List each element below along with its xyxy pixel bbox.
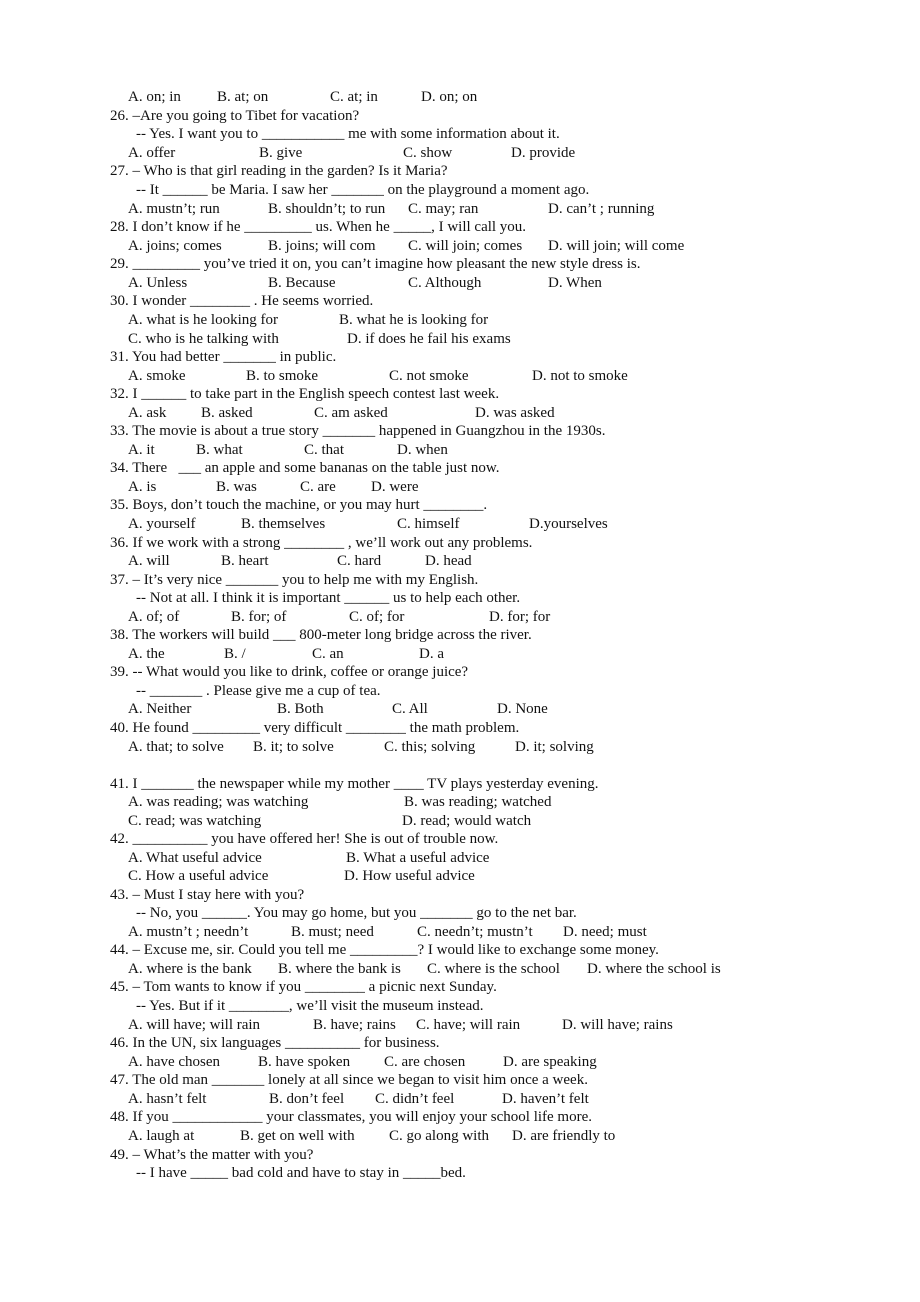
answer-option: D. read; would watch — [402, 813, 532, 829]
question-text: 30. I wonder ________ . He seems worried. — [110, 293, 374, 309]
answer-option: B. what he is looking for — [339, 312, 489, 328]
answer-option: B. / — [224, 646, 246, 662]
answer-option: D. were — [371, 479, 419, 495]
answer-option: C. read; was watching — [128, 813, 262, 829]
answer-option: C. may; ran — [408, 201, 479, 217]
answer-option: B. must; need — [291, 924, 374, 940]
dialogue-line: -- Not at all. I think it is important ______ us to help each other. — [136, 590, 521, 606]
question-text: 41. I _______ the newspaper while my mother ____ TV plays yesterday evening. — [110, 776, 599, 792]
question-text: 28. I don’t know if he _________ us. When he _____, I will call you. — [110, 219, 527, 235]
question-text: 27. – Who is that girl reading in the garden? Is it Maria? — [110, 163, 448, 179]
answer-option: A. of; of — [128, 609, 180, 625]
answer-option: B. What a useful advice — [346, 850, 490, 866]
answer-option: C. hard — [337, 553, 382, 569]
question-text: 46. In the UN, six languages __________ for business. — [110, 1035, 440, 1051]
dialogue-line: -- _______ . Please give me a cup of tea. — [136, 683, 381, 699]
answer-option: D. are friendly to — [512, 1128, 616, 1144]
answer-option: D.yourselves — [529, 516, 608, 532]
question-text: 40. He found _________ very difficult ________ the math problem. — [110, 720, 520, 736]
answer-option: B. heart — [221, 553, 269, 569]
question-text: 35. Boys, don’t touch the machine, or you may hurt ________. — [110, 497, 488, 513]
answer-option: D. was asked — [475, 405, 555, 421]
answer-option: A. joins; comes — [128, 238, 222, 254]
answer-option: D. will join; will come — [548, 238, 685, 254]
answer-option: A. offer — [128, 145, 176, 161]
answer-option: A. is — [128, 479, 157, 495]
answer-option: C. have; will rain — [416, 1017, 521, 1033]
answer-option: D. will have; rains — [562, 1017, 673, 1033]
answer-option: B. shouldn’t; to run — [268, 201, 386, 217]
answer-option: B. it; to solve — [253, 739, 334, 755]
answer-option: B. have; rains — [313, 1017, 396, 1033]
answer-option: A. where is the bank — [128, 961, 252, 977]
question-text: 37. – It’s very nice _______ you to help me with my English. — [110, 572, 479, 588]
answer-option: A. on; in — [128, 89, 181, 105]
dialogue-line: -- No, you ______. You may go home, but you _______ go to the net bar. — [136, 905, 577, 921]
answer-option: D. when — [397, 442, 448, 458]
answer-option: A. that; to solve — [128, 739, 224, 755]
answer-option: C. All — [392, 701, 428, 717]
answer-option: D. on; on — [421, 89, 478, 105]
question-text: 29. _________ you’ve tried it on, you can’t imagine how pleasant the new style dress is. — [110, 256, 641, 272]
answer-option: C. who is he talking with — [128, 331, 279, 347]
answer-option: A. What useful advice — [128, 850, 262, 866]
answer-option: A. will — [128, 553, 170, 569]
answer-option: C. this; solving — [384, 739, 476, 755]
answer-option: C. are chosen — [384, 1054, 466, 1070]
answer-option: D. can’t ; running — [548, 201, 655, 217]
answer-option: B. Because — [268, 275, 336, 291]
question-text: 36. If we work with a strong ________ , we’ll work out any problems. — [110, 535, 533, 551]
answer-option: B. what — [196, 442, 243, 458]
answer-option: A. ask — [128, 405, 167, 421]
answer-option: C. himself — [397, 516, 460, 532]
question-text: 26. –Are you going to Tibet for vacation? — [110, 108, 360, 124]
answer-option: C. How a useful advice — [128, 868, 269, 884]
dialogue-line: -- Yes. But if it ________, we’ll visit the museum instead. — [136, 998, 484, 1014]
question-text: 33. The movie is about a true story _______ happened in Guangzhou in the 1930s. — [110, 423, 606, 439]
question-text: 48. If you ____________ your classmates, you will enjoy your school life more. — [110, 1109, 593, 1125]
question-text: 32. I ______ to take part in the English speech contest last week. — [110, 386, 500, 402]
answer-option: C. are — [300, 479, 336, 495]
answer-option: C. where is the school — [427, 961, 560, 977]
answer-option: D. None — [497, 701, 548, 717]
answer-option: D. need; must — [563, 924, 647, 940]
answer-option: B. asked — [201, 405, 253, 421]
answer-option: A. was reading; was watching — [128, 794, 309, 810]
answer-option: B. where the bank is — [278, 961, 401, 977]
answer-option: B. have spoken — [258, 1054, 351, 1070]
answer-option: B. at; on — [217, 89, 269, 105]
answer-option: C. will join; comes — [408, 238, 523, 254]
answer-option: B. don’t feel — [269, 1091, 345, 1107]
answer-option: A. have chosen — [128, 1054, 221, 1070]
answer-option: C. am asked — [314, 405, 388, 421]
answer-option: B. give — [259, 145, 303, 161]
answer-option: B. Both — [277, 701, 324, 717]
answer-option: A. Neither — [128, 701, 192, 717]
answer-option: B. for; of — [231, 609, 287, 625]
question-text: 42. __________ you have offered her! She is out of trouble now. — [110, 831, 499, 847]
answer-option: C. of; for — [349, 609, 405, 625]
answer-option: D. are speaking — [503, 1054, 597, 1070]
answer-option: D. haven’t felt — [502, 1091, 589, 1107]
answer-option: A. smoke — [128, 368, 186, 384]
question-text: 49. – What’s the matter with you? — [110, 1147, 314, 1163]
answer-option: D. How useful advice — [344, 868, 475, 884]
answer-option: A. mustn’t; run — [128, 201, 220, 217]
answer-option: A. laugh at — [128, 1128, 195, 1144]
answer-option: D. if does he fail his exams — [347, 331, 511, 347]
question-text: 38. The workers will build ___ 800-meter long bridge across the river. — [110, 627, 532, 643]
answer-option: A. hasn’t felt — [128, 1091, 207, 1107]
question-text: 39. -- What would you like to drink, coffee or orange juice? — [110, 664, 469, 680]
answer-option: B. themselves — [241, 516, 326, 532]
answer-option: A. what is he looking for — [128, 312, 278, 328]
answer-option: B. was reading; watched — [404, 794, 552, 810]
answer-option: D. head — [425, 553, 472, 569]
answer-option: D. it; solving — [515, 739, 594, 755]
answer-option: D. provide — [511, 145, 576, 161]
answer-option: A. yourself — [128, 516, 196, 532]
question-text: 34. There ___ an apple and some bananas on the table just now. — [110, 460, 500, 476]
dialogue-line: -- It ______ be Maria. I saw her _______ on the playground a moment ago. — [136, 182, 590, 198]
question-text: 44. – Excuse me, sir. Could you tell me _________? I would like to exchange some money. — [110, 942, 659, 958]
answer-option: C. that — [304, 442, 344, 458]
answer-option: A. the — [128, 646, 165, 662]
answer-option: A. it — [128, 442, 155, 458]
question-text: 43. – Must I stay here with you? — [110, 887, 305, 903]
answer-option: D. where the school is — [587, 961, 721, 977]
answer-option: D. a — [419, 646, 444, 662]
answer-option: B. joins; will com — [268, 238, 376, 254]
answer-option: A. mustn’t ; needn’t — [128, 924, 249, 940]
question-text: 45. – Tom wants to know if you ________ a picnic next Sunday. — [110, 979, 497, 995]
answer-option: D. When — [548, 275, 602, 291]
answer-option: C. go along with — [389, 1128, 489, 1144]
answer-option: C. didn’t feel — [375, 1091, 455, 1107]
dialogue-line: -- Yes. I want you to ___________ me with some information about it. — [136, 126, 560, 142]
answer-option: A. will have; will rain — [128, 1017, 261, 1033]
answer-option: C. not smoke — [389, 368, 469, 384]
question-text: 31. You had better _______ in public. — [110, 349, 337, 365]
answer-option: D. not to smoke — [532, 368, 628, 384]
answer-option: D. for; for — [489, 609, 551, 625]
answer-option: C. at; in — [330, 89, 378, 105]
answer-option: C. an — [312, 646, 344, 662]
answer-option: C. Although — [408, 275, 482, 291]
answer-option: C. show — [403, 145, 453, 161]
answer-option: C. needn’t; mustn’t — [417, 924, 533, 940]
answer-option: B. get on well with — [240, 1128, 355, 1144]
answer-option: B. was — [216, 479, 257, 495]
question-text: 47. The old man _______ lonely at all since we began to visit him once a week. — [110, 1072, 588, 1088]
dialogue-line: -- I have _____ bad cold and have to stay in _____bed. — [136, 1165, 466, 1181]
answer-option: A. Unless — [128, 275, 188, 291]
answer-option: B. to smoke — [246, 368, 319, 384]
